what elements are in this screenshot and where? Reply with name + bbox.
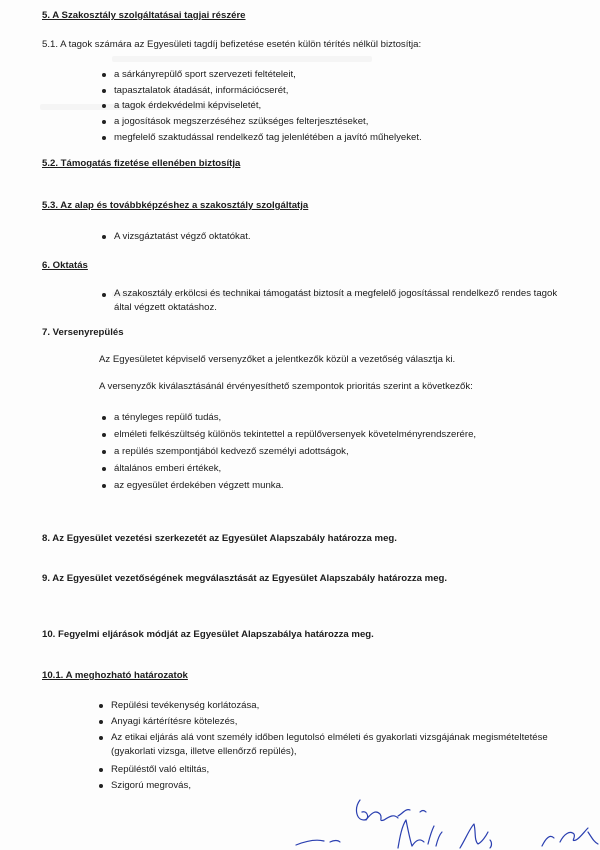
list-item: megfelelő szaktudással rendelkező tag jelenlétében a javító műhelyeket. — [114, 132, 422, 143]
list-item: Az etikai eljárás alá vont személy időben legutolsó elméleti és gyakorlati vizsgájának megismételtetése (gyakorlati vizsga, illetve ellenőrző repülés), — [111, 732, 548, 757]
list-item: elméleti felkészültség különös tekintettel a repülőversenyek követelményrendszerére, — [114, 429, 477, 440]
list-item: Repülési tevékenység korlátozása, — [111, 700, 260, 711]
list-item: a tagok érdekvédelmi képviseletét, — [114, 100, 262, 111]
signature-stroke — [398, 820, 492, 848]
signature-stroke — [296, 840, 340, 845]
list-item: Repüléstől való eltiltás, — [111, 764, 210, 775]
section-10-1-title: 10.1. A meghozható határozatok — [42, 670, 188, 681]
section-7-title: 7. Versenyrepülés — [42, 327, 124, 338]
section-7-paragraph-2: A versenyzők kiválasztásánál érvényesíthető szempontok prioritás szerint a következők: — [99, 381, 473, 392]
list-item: Anyagi kártérítésre kötelezés, — [111, 716, 238, 727]
section-10: 10. Fegyelmi eljárások módját az Egyesület Alapszabálya határozza meg. — [42, 629, 374, 640]
list-item: a sárkányrepülő sport szervezeti feltételeit, — [114, 69, 296, 80]
list-item: A vizsgáztatást végző oktatókat. — [114, 231, 251, 242]
section-5-title: 5. A Szakosztály szolgáltatásai tagjai részére — [42, 10, 246, 21]
section-9: 9. Az Egyesület vezetőségének megválasztását az Egyesület Alapszabály határozza meg. — [42, 573, 448, 584]
signature-stroke — [542, 828, 598, 846]
section-6-text: A szakosztály erkölcsi és technikai támogatást biztosít a megfelelő jogosítással rendelkező rendes tagok által végzett oktatáshoz. — [114, 288, 558, 313]
list-item: az egyesület érdekében végzett munka. — [114, 480, 284, 491]
signature-stroke — [357, 800, 426, 821]
list-item: a tényleges repülő tudás, — [114, 412, 222, 423]
list-item: tapasztalatok átadását, információcserét, — [114, 85, 289, 96]
list-item: Szigorú megrovás, — [111, 780, 191, 791]
section-7-paragraph-1: Az Egyesületet képviselő versenyzőket a jelentkezők közül a vezetőség választja ki. — [99, 354, 456, 365]
section-6-title: 6. Oktatás — [42, 260, 88, 271]
list-item: a repülés szempontjából kedvező személyi adottságok, — [114, 446, 349, 457]
section-5-2-title: 5.2. Támogatás fizetése ellenében biztosítja — [42, 158, 241, 169]
section-5-1-intro: 5.1. A tagok számára az Egyesületi tagdíj befizetése esetén külön térítés nélkül biztosítja: — [42, 39, 422, 50]
section-8: 8. Az Egyesület vezetési szerkezetét az Egyesület Alapszabály határozza meg. — [42, 533, 397, 544]
list-item: általános emberi értékek, — [114, 463, 222, 474]
list-item: a jogosítások megszerzéséhez szükséges felterjesztéseket, — [114, 116, 369, 127]
section-5-3-title: 5.3. Az alap és továbbképzéshez a szakosztály szolgáltatja — [42, 200, 309, 211]
